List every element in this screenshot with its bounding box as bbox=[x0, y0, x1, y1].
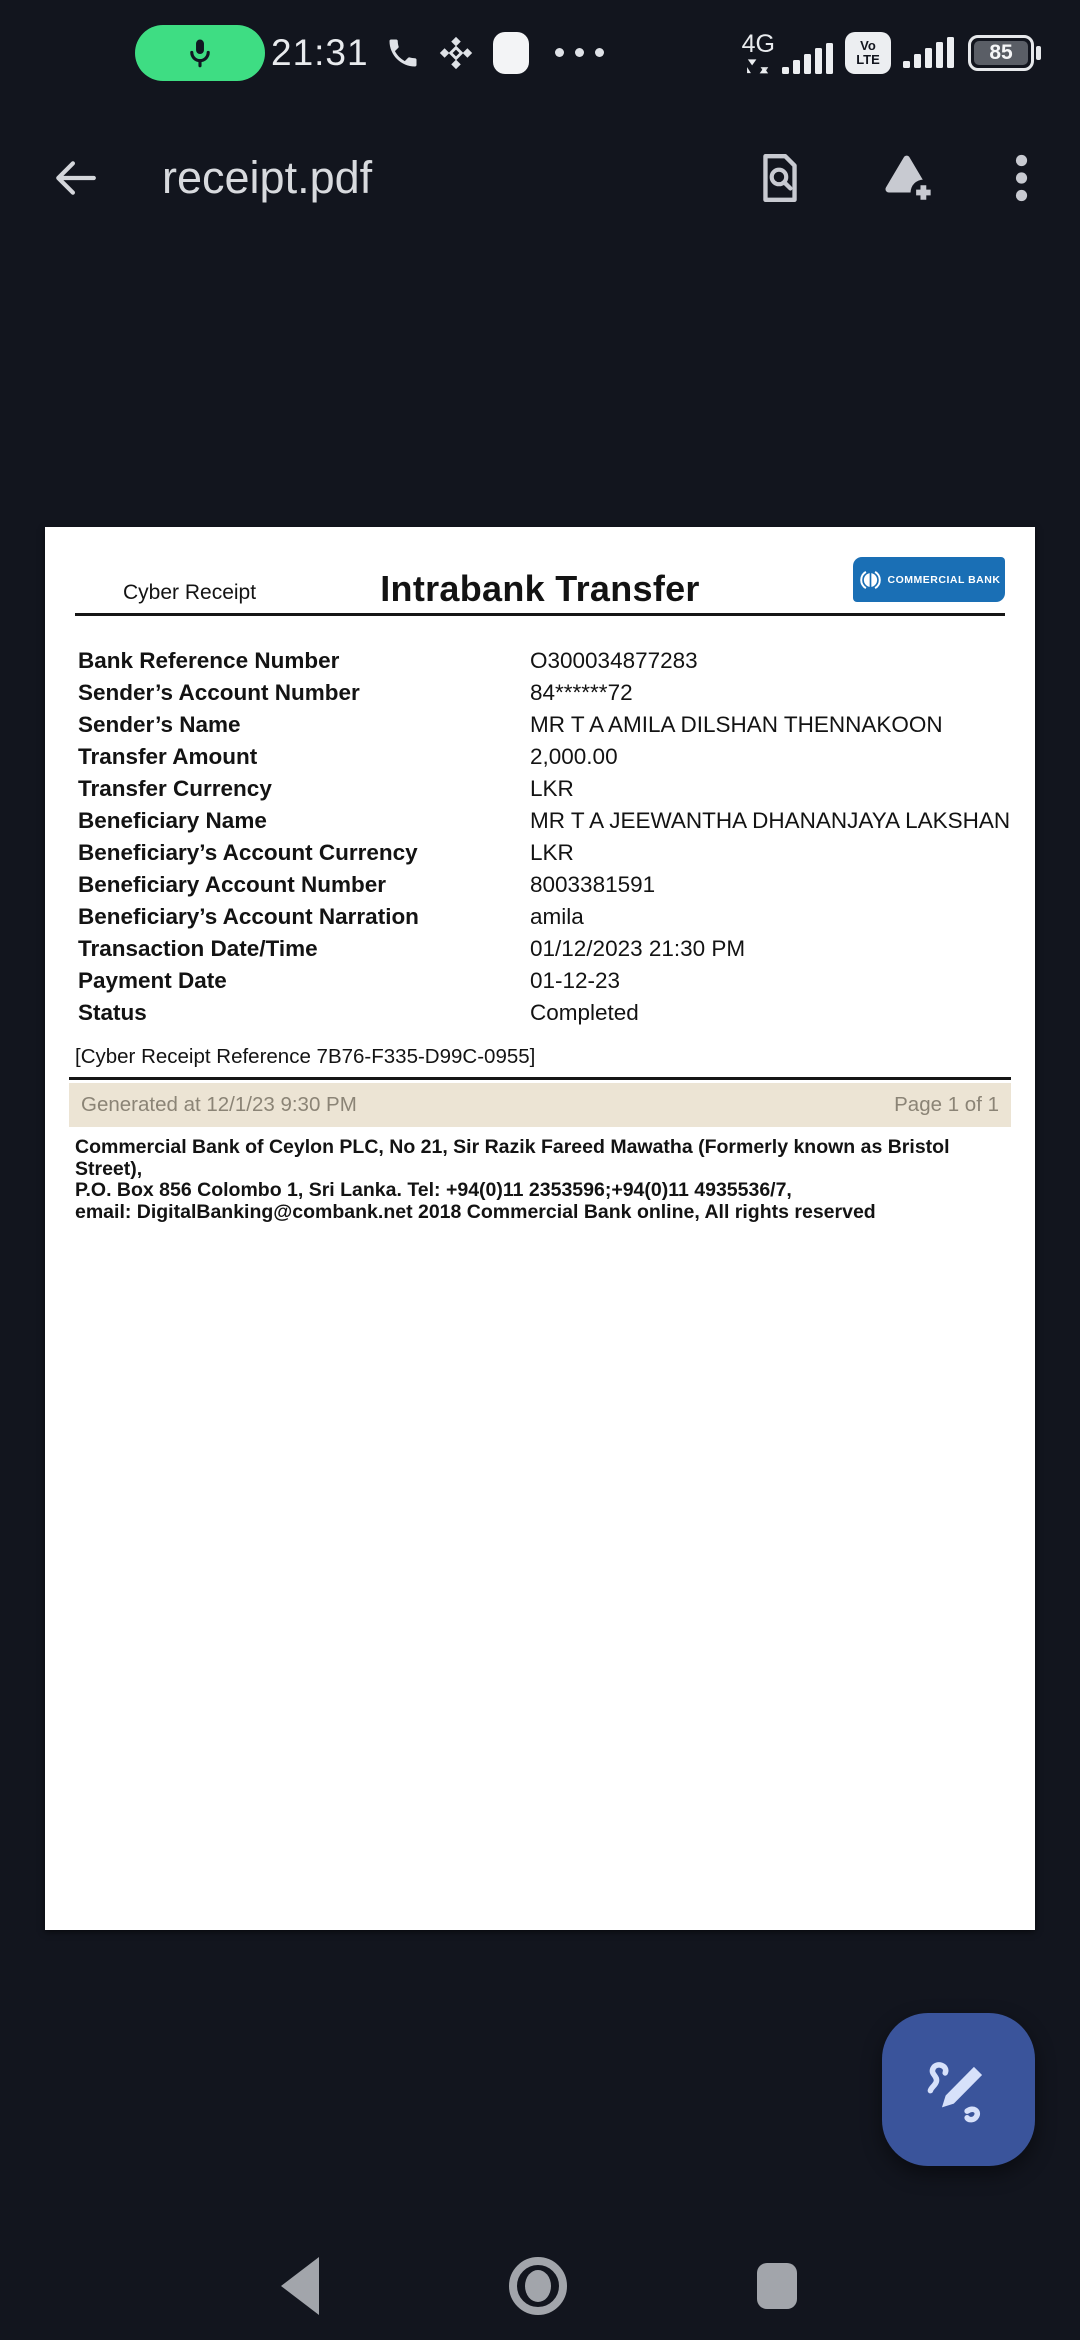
receipt-footer bbox=[75, 1137, 1005, 1223]
nav-recents-button[interactable] bbox=[757, 2263, 797, 2309]
notification-square-icon bbox=[493, 32, 529, 74]
field-row bbox=[78, 869, 1035, 901]
add-to-drive-button[interactable] bbox=[881, 151, 939, 205]
generated-at: Generated at 12/1/23 9:30 PM bbox=[81, 1093, 357, 1116]
back-button[interactable] bbox=[52, 155, 98, 201]
field-label: Transaction Date/Time bbox=[78, 936, 318, 961]
field-label: Bank Reference Number bbox=[78, 648, 340, 673]
network-type-label: 4G bbox=[741, 29, 775, 58]
field-label: Transfer Amount bbox=[78, 744, 258, 769]
status-time: 21:31 bbox=[271, 31, 369, 73]
field-label: Status bbox=[78, 1000, 147, 1025]
field-value: O300034877283 bbox=[530, 648, 698, 673]
receipt-title: Intrabank Transfer bbox=[380, 568, 700, 609]
commercial-bank-logo bbox=[853, 557, 1005, 602]
status-right-cluster bbox=[741, 29, 1034, 74]
field-label: Payment Date bbox=[78, 968, 227, 993]
status-bar bbox=[0, 0, 1080, 105]
find-in-page-icon bbox=[755, 151, 805, 205]
signal-bars-icon bbox=[782, 43, 833, 74]
mic-active-pill bbox=[135, 25, 265, 81]
field-label: Sender’s Account Number bbox=[78, 680, 360, 705]
volte-line1: Vo bbox=[860, 37, 876, 53]
nav-home-icon bbox=[525, 2270, 551, 2302]
data-activity-icon bbox=[746, 59, 770, 74]
generated-bar bbox=[69, 1083, 1011, 1127]
volte-badge bbox=[845, 32, 891, 74]
field-value: MR T A JEEWANTHA DHANANJAYA LAKSHAN bbox=[530, 808, 1011, 833]
field-row bbox=[78, 837, 1035, 869]
field-label: Beneficiary’s Account Currency bbox=[78, 840, 418, 865]
field-value: LKR bbox=[530, 776, 574, 801]
receipt-reference: [Cyber Receipt Reference 7B76-F335-D99C-0955] bbox=[75, 1045, 536, 1068]
field-value: 84******72 bbox=[530, 680, 633, 705]
field-value: 2,000.00 bbox=[530, 744, 618, 769]
field-row bbox=[78, 933, 1035, 965]
field-row bbox=[78, 997, 1035, 1029]
signal-bars-icon-2 bbox=[903, 37, 954, 68]
field-row bbox=[78, 741, 1035, 773]
annotate-fab-icon bbox=[920, 2051, 998, 2129]
field-value: MR T A AMILA DILSHAN THENNAKOON bbox=[530, 712, 943, 737]
generated-bar-wrap bbox=[69, 1077, 1011, 1127]
field-row bbox=[78, 901, 1035, 933]
kebab-menu-icon bbox=[1015, 154, 1028, 202]
microphone-icon bbox=[183, 36, 217, 70]
bank-logo-text: COMMERCIAL BANK bbox=[887, 573, 1001, 586]
field-row bbox=[78, 805, 1035, 837]
signal-sim1 bbox=[741, 29, 833, 74]
receipt-fields bbox=[78, 645, 1035, 1029]
field-value: 01/12/2023 21:30 PM bbox=[530, 936, 746, 961]
app-bar bbox=[0, 105, 1080, 250]
footer-line: Commercial Bank of Ceylon PLC, No 21, Sir Razik Fareed Mawatha (Formerly known as Bristol Street), bbox=[75, 1136, 950, 1180]
binance-icon bbox=[437, 34, 475, 72]
field-label: Beneficiary’s Account Narration bbox=[78, 904, 419, 929]
battery-indicator bbox=[968, 35, 1034, 71]
field-row bbox=[78, 965, 1035, 997]
battery-level: 85 bbox=[989, 40, 1013, 64]
receipt-subtitle: Cyber Receipt bbox=[123, 581, 257, 604]
volte-line2: LTE bbox=[856, 51, 880, 67]
back-arrow-icon bbox=[52, 155, 98, 201]
overflow-menu-button[interactable] bbox=[1015, 154, 1028, 202]
page-info: Page 1 of 1 bbox=[894, 1093, 999, 1116]
field-row bbox=[78, 645, 1035, 677]
pdf-page bbox=[45, 527, 1035, 1930]
footer-line: P.O. Box 856 Colombo 1, Sri Lanka. Tel: +94(0)11 2353596;+94(0)11 4935536/7, bbox=[75, 1179, 792, 1201]
phone-icon bbox=[385, 35, 421, 71]
field-label: Sender’s Name bbox=[78, 712, 241, 737]
field-label: Beneficiary Account Number bbox=[78, 872, 386, 897]
nav-back-button[interactable] bbox=[281, 2257, 319, 2315]
field-row bbox=[78, 773, 1035, 805]
receipt-header bbox=[75, 527, 1005, 616]
field-value: Completed bbox=[530, 1000, 639, 1025]
field-row bbox=[78, 677, 1035, 709]
find-in-file-button[interactable] bbox=[755, 151, 805, 205]
field-value: 8003381591 bbox=[530, 872, 656, 897]
more-notifications-icon bbox=[555, 48, 604, 57]
field-value: 01-12-23 bbox=[530, 968, 621, 993]
field-label: Beneficiary Name bbox=[78, 808, 267, 833]
field-value: LKR bbox=[530, 840, 574, 865]
add-to-drive-icon bbox=[881, 151, 939, 205]
field-label: Transfer Currency bbox=[78, 776, 272, 801]
nav-home-button[interactable] bbox=[509, 2257, 567, 2315]
annotate-fab[interactable] bbox=[882, 2013, 1035, 2166]
app-bar-actions bbox=[755, 151, 1028, 205]
field-value: amila bbox=[530, 904, 584, 929]
document-title: receipt.pdf bbox=[162, 151, 373, 203]
footer-line: email: DigitalBanking@combank.net 2018 Commercial Bank online, All rights reserved bbox=[75, 1200, 876, 1223]
bank-logo-icon bbox=[858, 567, 883, 593]
field-row bbox=[78, 709, 1035, 741]
navigation-bar bbox=[0, 2232, 1080, 2340]
